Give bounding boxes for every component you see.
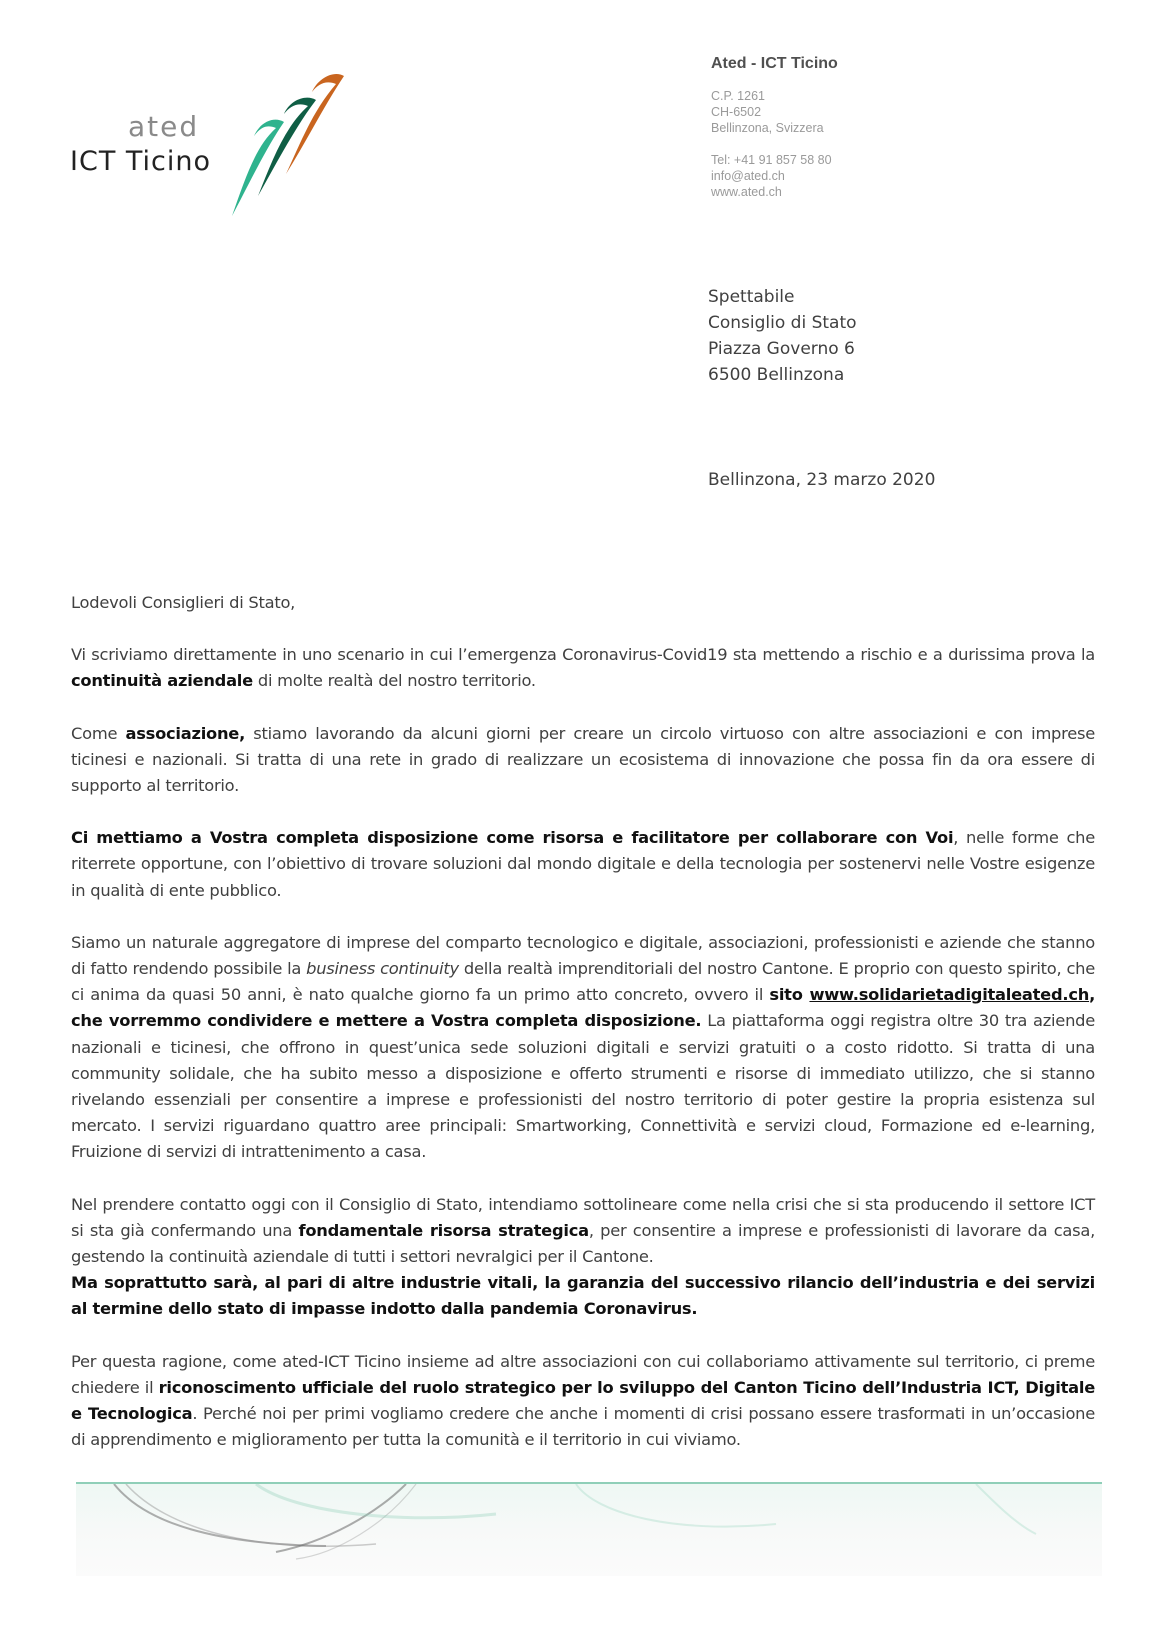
logo-ated-text: ated (128, 110, 200, 143)
paragraph-3: Ci mettiamo a Vostra completa disposizione come risorsa e facilitatore per collaborare con Voi, nelle forme che riterrete opportune, con l’obiettivo di trovare soluzioni dal mondo digitale e della tecnologia per sostenervi nelle Vostre esigenze in qualità di ente pubblico. (71, 828, 1095, 900)
footer-decoration (76, 1482, 1102, 1576)
footer-swirl-icon (76, 1484, 1102, 1576)
recipient-line: 6500 Bellinzona (708, 365, 845, 385)
recipient-line: Spettabile (708, 287, 795, 307)
recipient-line: Consiglio di Stato (708, 313, 857, 333)
sender-city: Bellinzona, Svizzera (711, 121, 824, 135)
logo-ict-ticino-text: ICT Ticino (70, 146, 212, 177)
sender-phone: Tel: +41 91 857 58 80 (711, 153, 832, 167)
letter-date: Bellinzona, 23 marzo 2020 (708, 470, 936, 490)
sender-organization: Ated - ICT Ticino (711, 55, 838, 72)
logo-swoosh-icon (226, 66, 356, 226)
recipient-address-block (708, 284, 857, 388)
sender-po-box: C.P. 1261 (711, 89, 765, 103)
paragraph-5-emphasis: Ma soprattutto sarà, al pari di altre industrie vitali, la garanzia del successivo rilancio dell’industria e dei servizi al termine dello stato di impasse indotto dalla pandemia Coronavirus. (71, 1273, 1095, 1319)
sender-address-block (711, 56, 838, 200)
paragraph-5: Nel prendere contatto oggi con il Consiglio di Stato, intendiamo sottolineare come nella crisi che si sta producendo il settore ICT si sta già confermando una fondamentale risorsa strategica, per consentire a imprese e professionisti di lavorare da casa, gestendo la continuità aziendale di tutti i settori nevralgici per il Cantone. (71, 1194, 1096, 1267)
website-link[interactable]: www.solidarietadigitaleated.ch (809, 985, 1090, 1005)
salutation: Lodevoli Consiglieri di Stato, (71, 593, 296, 612)
recipient-line: Piazza Governo 6 (708, 339, 855, 359)
sender-email: info@ated.ch (711, 169, 785, 183)
paragraph-1: Vi scriviamo direttamente in uno scenario in cui l’emergenza Coronavirus-Covid19 sta mettendo a rischio e a durissima prova la continuità aziendale di molte realtà del nostro territorio. (71, 645, 1095, 691)
letter-body (71, 590, 1095, 1479)
sender-website: www.ated.ch (711, 185, 782, 199)
paragraph-6: Per questa ragione, come ated-ICT Ticino insieme ad altre associazioni con cui collaboriamo attivamente sul territorio, ci preme chiedere il riconoscimento ufficiale del ruolo strategico per lo sviluppo del Canton Ticino dell’Industria ICT, Digitale e Tecnologica. Perché noi per primi vogliamo credere che anche i momenti di crisi possano essere trasformati in un’occasione di apprendimento e miglioramento per tutta la comunità e il territorio in cui viviamo. (71, 1351, 1095, 1450)
paragraph-2: Come associazione, stiamo lavorando da alcuni giorni per creare un circolo virtuoso con altre associazioni e con imprese ticinesi e nazionali. Si tratta di una rete in grado di realizzare un ecosistema di innovazione che possa fin da ora essere di supporto al territorio. (71, 723, 1095, 796)
ated-logo (66, 66, 356, 226)
paragraph-4: Siamo un naturale aggregatore di imprese del comparto tecnologico e digitale, associazioni, professionisti e aziende che stanno di fatto rendendo possibile la business continuity della realtà imprenditoriali del nostro Cantone. E proprio con questo spirito, che ci anima da quasi 50 anni, è nato qualche giorno fa un primo atto concreto, ovvero il sito www.solidarietadigitaleated.ch, che vorremmo condividere e mettere a Vostra completa disposizione. La piattaforma oggi registra oltre 30 tra aziende nazionali e ticinesi, che offrono in quest’unica sede soluzioni digitali e servizi gratuiti o a costo ridotto. Si tratta di una community solidale, che ha subito messo a disposizione e offerto strumenti e risorse di immediato utilizzo, che si stanno rivelando essenziali per consentire a imprese e professionisti del nostro territorio di poter gestire la propria esistenza sul mercato. I servizi riguardano quattro aree principali: Smartworking, Connettività e servizi cloud, Formazione ed e-learning, Fruizione di servizi di intrattenimento a casa. (71, 932, 1095, 1162)
sender-postcode: CH-6502 (711, 105, 762, 119)
